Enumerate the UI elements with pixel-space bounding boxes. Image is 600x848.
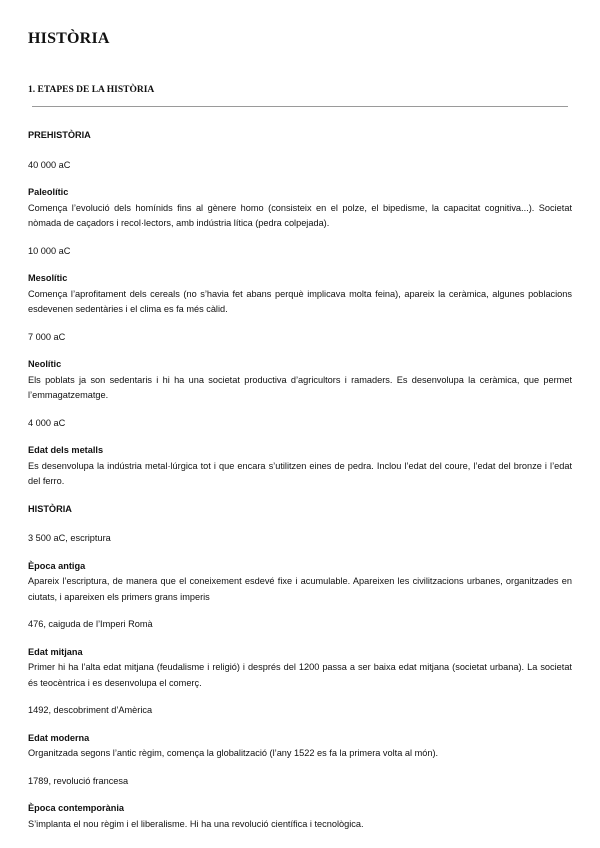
period-description: Comença l’evolució dels homínids fins al gènere homo (consisteix en el polze, el bipedisme, la capacitat cognitiva...). Societat nòmada de caçadors i recol·lectors, amb indústria lítica (pedra colpejada).	[28, 202, 572, 228]
period-name: Època antiga	[28, 560, 86, 571]
section-heading: 1. ETAPES DE LA HISTÒRIA	[28, 85, 155, 95]
history-heading: HISTÒRIA	[28, 503, 72, 514]
document-title: HISTÒRIA	[28, 30, 110, 47]
period-description: Comença l’aprofitament dels cereals (no s’havia fet abans perquè implicava molta feina), apareix la ceràmica, algunes poblacions esdevenen sedentàries i el clima es fa més càlid.	[28, 288, 572, 314]
period-name: Època contemporània	[28, 803, 124, 813]
period-description: Els poblats ja son sedentaris i hi ha una societat productiva d’agricultors i ramaders. Es desenvolupa la ceràmica, que permet l’emmagatzematge.	[28, 374, 572, 400]
period-date: 4 000 aC	[28, 417, 66, 428]
period-name: Edat mitjana	[28, 646, 83, 657]
period-name: Mesolític	[28, 273, 68, 283]
period-date: 10 000 aC	[28, 245, 71, 256]
period-name: Edat dels metalls	[28, 445, 104, 455]
period-block	[28, 801, 572, 832]
period-date: 1492, descobriment d’Amèrica	[28, 705, 153, 715]
document-body	[28, 128, 572, 844]
period-date: 1789, revolució francesa	[28, 775, 129, 786]
period-name: Paleolític	[28, 187, 69, 197]
period-date: 40 000 aC	[28, 159, 71, 170]
section-divider	[32, 106, 568, 107]
period-block	[28, 443, 572, 490]
period-description: Primer hi ha l’alta edat mitjana (feudalisme i religió) i després del 1200 passa a ser baixa edat mitjana (societat urbana). La societat és teocèntrica i es desenvolupa el comerç.	[28, 662, 572, 688]
period-date: 7 000 aC	[28, 331, 66, 342]
period-name: Neolític	[28, 359, 62, 369]
period-block	[28, 559, 572, 606]
period-block	[28, 645, 572, 692]
period-description: Es desenvolupa la indústria metal·lúrgica tot i que encara s’utilitzen eines de pedra. Inclou l’edat del coure, l’edat del bronze i l’edat del ferro.	[28, 460, 572, 486]
period-name: Edat moderna	[28, 732, 90, 743]
period-date: 476, caiguda de l’Imperi Romà	[28, 619, 153, 629]
period-block	[28, 185, 572, 232]
period-block	[28, 357, 572, 404]
period-description: Organitzada segons l’antic règim, comença la globalització (l’any 1522 es fa la primera volta al món).	[28, 748, 439, 758]
history-section	[28, 502, 572, 833]
prehistory-heading: PREHISTÒRIA	[28, 130, 91, 140]
period-block	[28, 731, 572, 762]
period-description: S’implanta el nou règim i el liberalisme. Hi ha una revolució científica i tecnològica.	[28, 818, 364, 829]
prehistory-section	[28, 128, 572, 490]
period-block	[28, 271, 572, 318]
period-date: 3 500 aC, escriptura	[28, 533, 111, 543]
period-description: Apareix l’escriptura, de manera que el coneixement esdevé fixe i acumulable. Apareixen les civilitzacions urbanes, organitzades en ciutats, i apareixen els primers grans imperis	[28, 576, 572, 602]
